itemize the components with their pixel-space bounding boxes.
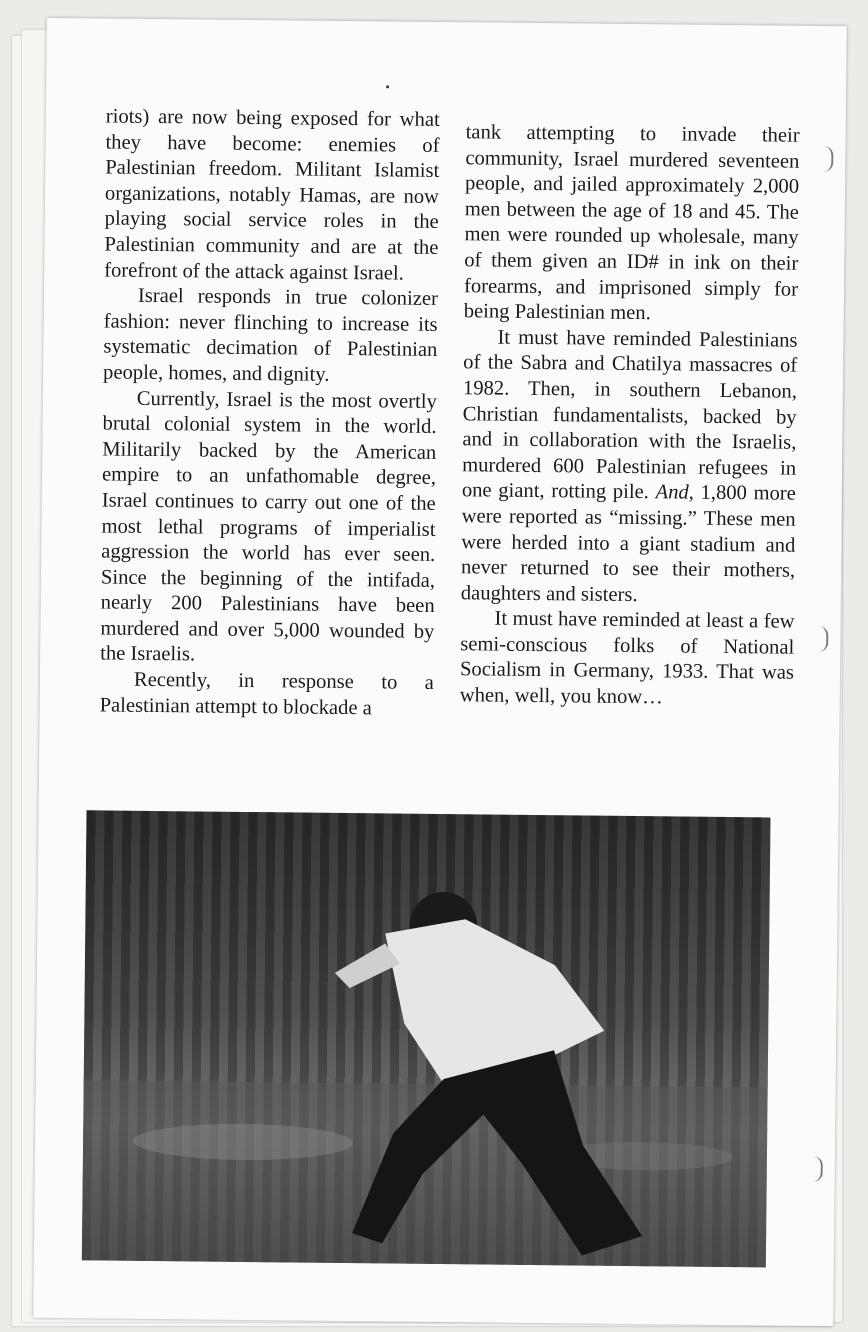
paragraph-text: 1,800 more were reported as “missing.” These men were herded into a giant stadium and never returned to see their mothers, daughters and sisters. — [460, 482, 796, 606]
photo-figure — [82, 810, 771, 1267]
paragraph: tank attempting to invade their community, Israel murdered seventeen people, and jailed approximately 2,000 men between the age of 18 and 45. The men were rounded up wholesale, many of them given an ID# in ink on their forearms, and imprisoned simply for being Palestinian men. — [463, 121, 800, 325]
paragraph: Recently, in response to a Palestinian attempt to blockade a — [99, 668, 434, 719]
left-text-column — [99, 104, 439, 722]
print-speck — [386, 85, 389, 88]
staple-icon — [821, 146, 833, 172]
photograph — [82, 810, 771, 1267]
paragraph-text: It must have reminded Palestinians of the Sabra and Chatilya massacres of 1982. Then, in southern Lebanon, Christian fundamentalists, backed by and in collaboration with the Israelis, murdered 600 Palestinian refugees in one giant, rotting pile. — [461, 326, 798, 504]
paragraph — [461, 325, 798, 610]
emphasis-text: And, — [655, 481, 695, 504]
paragraph: Israel responds in true colonizer fashion: never flinching to increase its systematic decimation of Palestinian people, homes, and dignity. — [103, 284, 439, 386]
staple-icon — [811, 1156, 823, 1182]
paragraph: Currently, Israel is the most overtly brutal colonial system in the world. Militarily backed by the American empire to an unfathomable degree, Israel continues to carry out one of the most lethal programs of imperialist aggression the world has ever seen. Since the beginning of the intifada, nearly 200 Palestinians have been murdered and over 5,000 wounded by the Israelis. — [100, 387, 437, 666]
staple-icon — [816, 626, 828, 652]
paragraph: riots) are now being exposed for what they have become: enemies of Palestinian freedom. Militant Islamist organizations, notably Hamas, are now playing social service roles in the Palestinian community and are at the forefront of the attack against Israel. — [104, 105, 440, 285]
figure-shirt — [384, 918, 606, 1085]
booklet-page — [33, 18, 847, 1326]
right-text-column — [460, 120, 800, 712]
paragraph: It must have reminded at least a few semi-conscious folks of National Socialism in Germany, 1933. That was when, well, you know… — [459, 607, 795, 709]
